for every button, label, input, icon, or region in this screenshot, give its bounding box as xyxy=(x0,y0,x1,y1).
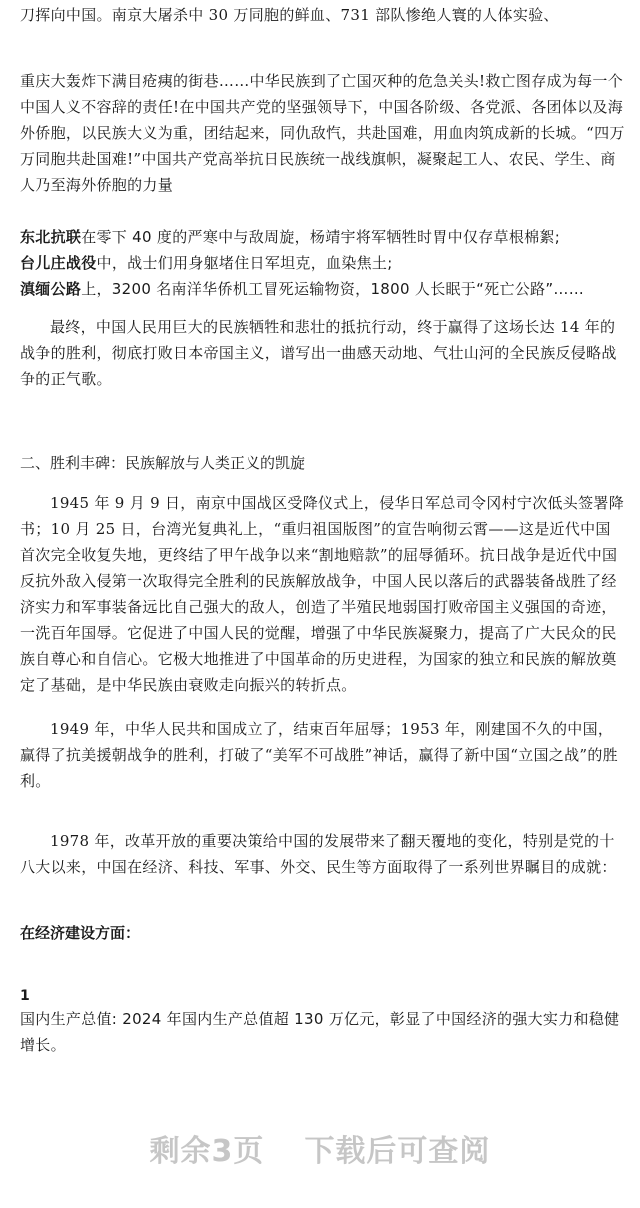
paragraph-victory xyxy=(20,314,626,392)
list-item-text: 国内生产总值: 2024 年国内生产总值超 130 万亿元，彰显了中国经济的强大实力和稳健增长。 xyxy=(20,1010,620,1054)
section-heading xyxy=(20,450,305,476)
paragraph-1945 xyxy=(20,490,626,698)
remaining-pages-banner[interactable] xyxy=(0,1126,640,1170)
remaining-pages-text: 剩余3页 xyxy=(149,1134,265,1169)
paragraph-text: 中，战士们用身躯堵住日军坦克，血染焦土; xyxy=(96,254,393,272)
paragraph-text: 最终，中国人民用巨大的民族牺牲和悲壮的抵抗行动，终于赢得了这场长达 14 年的战争的胜利，彻底打败日本帝国主义，谱写出一曲感天动地、气壮山河的全民族反侵略战争的正气歌。 xyxy=(20,318,617,388)
paragraph-1978 xyxy=(20,828,626,880)
battle-name: 台儿庄战役 xyxy=(20,254,97,272)
paragraph-text: 上，3200 名南洋华侨机工冒死运输物资，1800 人长眠于“死亡公路”…… xyxy=(81,280,585,298)
paragraph-text: 刀挥向中国。南京大屠杀中 30 万同胞的鲜血、731 部队惨绝人寰的人体实验、 xyxy=(20,6,559,24)
battle-name: 东北抗联 xyxy=(20,228,82,246)
paragraph-1949 xyxy=(20,716,626,794)
list-item-gdp xyxy=(20,1006,626,1058)
download-prompt-text: 下载后可查阅 xyxy=(304,1134,491,1169)
paragraph-text: 重庆大轰炸下满目疮痍的街巷……中华民族到了亡国灭种的危急关头!救亡图存成为每一个中国人义不容辞的责任!在中国共产党的坚强领导下，中国各阶级、各党派、各团体以及海外侨胞，以民族大义为重，团结起来，同仇敌忾，共赴国难，用血肉筑成新的长城。“四万万同胞共赴国难!”中国共产党高举抗日民族统一战线旗帜，凝聚起工人、农民、学生、商人乃至海外侨胞的力量 xyxy=(20,72,625,194)
paragraph-text: 1945 年 9 月 9 日，南京中国战区受降仪式上，侵华日军总司令冈村宁次低头签署降书；10 月 25 日，台湾光复典礼上，“重归祖国版图”的宣告响彻云霄——这是近代中国首次完全收复失地，更终结了甲午战争以来“割地赔款”的屈辱循环。抗日战争是近代中国反抗外敌入侵第一次取得完全胜利的民族解放战争，中国人民以落后的武器装备战胜了经济实力和军事装备远比自己强大的敌人，创造了半殖民地弱国打败帝国主义强国的奇迹，一洗百年国辱。它促进了中国人民的觉醒，增强了中华民族凝聚力，提高了广大民众的民族自尊心和自信心。它极大地推进了中国革命的历史进程，为国家的独立和民族的解放奠定了基础，是中华民族由衰败走向振兴的转折点。 xyxy=(20,494,625,694)
paragraph-text: 1978 年，改革开放的重要决策给中国的发展带来了翻天覆地的变化，特别是党的十八大以来，中国在经济、科技、军事、外交、民生等方面取得了一系列世界瞩目的成就： xyxy=(20,832,617,876)
section-heading-text: 二、胜利丰碑：民族解放与人类正义的凯旋 xyxy=(20,454,306,472)
paragraph-text: 1949 年，中华人民共和国成立了，结束百年屈辱；1953 年，刚建国不久的中国，赢得了抗美援朝战争的胜利，打破了“美军不可战胜”神话，赢得了新中国“立国之战”的胜利。 xyxy=(20,720,618,790)
battle-name: 滇缅公路 xyxy=(20,280,82,298)
subheading-text: 在经济建设方面： xyxy=(20,924,141,942)
subheading-economy xyxy=(20,922,140,943)
paragraph-text: 在零下 40 度的严寒中与敌周旋，杨靖宇将军牺牲时胃中仅存草根棉絮; xyxy=(81,228,561,246)
item-number: 1 xyxy=(20,988,30,1004)
paragraph-chongqing xyxy=(20,68,626,198)
paragraph-continued xyxy=(20,2,626,28)
paragraph-battles xyxy=(20,224,626,302)
